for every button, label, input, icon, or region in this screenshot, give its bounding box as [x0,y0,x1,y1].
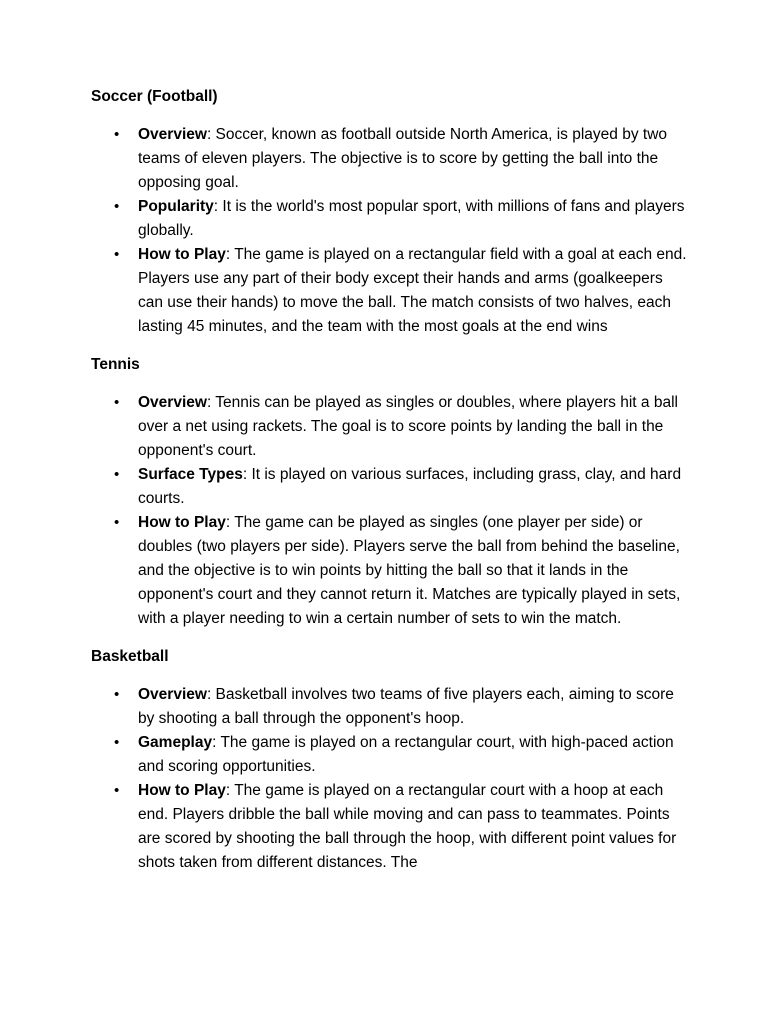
section-basketball [91,646,691,875]
item-term: How to Play [138,514,226,531]
item-term: Overview [138,394,207,411]
bullet-icon: • [114,246,120,263]
item-term: How to Play [138,782,226,799]
bullet-icon: • [114,126,120,143]
item-text: : Tennis can be played as singles or doubles, where players hit a ball over a net using rackets. The goal is to score points by landing the ball in the opponent's court. [138,394,678,459]
list-item [91,195,691,243]
item-term: Gameplay [138,734,213,751]
item-term: Overview [138,686,207,703]
list-item [91,243,691,339]
bullet-list [91,391,691,631]
item-text: : The game is played on a rectangular field with a goal at each end. Players use any part of their body except their hands and arms (goalkeepers can use their hands) to move the ball. The match consists of two halves, each lasting 45 minutes, and the team with the most goals at the end wins [138,246,687,335]
bullet-list [91,683,691,875]
bullet-icon: • [114,466,120,483]
section-heading: Soccer (Football) [91,88,218,105]
list-item [91,683,691,731]
item-text: : It is the world's most popular sport, with millions of fans and players globally. [138,198,685,239]
bullet-icon: • [114,394,120,411]
list-item [91,391,691,463]
section-tennis [91,354,691,631]
item-text: : The game is played on a rectangular court, with high-paced action and scoring opportunities. [138,734,674,775]
section-heading: Tennis [91,356,140,373]
item-term: Overview [138,126,207,143]
item-text: : It is played on various surfaces, including grass, clay, and hard courts. [138,466,682,507]
bullet-icon: • [114,686,120,703]
item-term: How to Play [138,246,226,263]
list-item [91,731,691,779]
bullet-icon: • [114,198,120,215]
section-soccer [91,86,691,339]
item-text: : The game can be played as singles (one player per side) or doubles (two players per side). Players serve the ball from behind the baseline, and the objective is to win points by hitting the ball so that it lands in the opponent's court and they cannot return it. Matches are typically played in sets, with a player needing to win a certain number of sets to win the match. [138,514,681,627]
item-text: : Basketball involves two teams of five players each, aiming to score by shooting a ball through the opponent's hoop. [138,686,674,727]
list-item [91,511,691,631]
item-term: Surface Types [138,466,243,483]
section-heading: Basketball [91,648,169,665]
bullet-icon: • [114,514,120,531]
list-item [91,123,691,195]
bullet-icon: • [114,782,120,799]
item-term: Popularity [138,198,214,215]
bullet-icon: • [114,734,120,751]
item-text: : Soccer, known as football outside North America, is played by two teams of eleven players. The objective is to score by getting the ball into the opposing goal. [138,126,668,191]
list-item [91,779,691,875]
document-body [91,86,691,890]
item-text: : The game is played on a rectangular court with a hoop at each end. Players dribble the ball while moving and can pass to teammates. Points are scored by shooting the ball through the hoop, with different point values for shots taken from different distances. The [138,782,677,871]
list-item [91,463,691,511]
bullet-list [91,123,691,339]
